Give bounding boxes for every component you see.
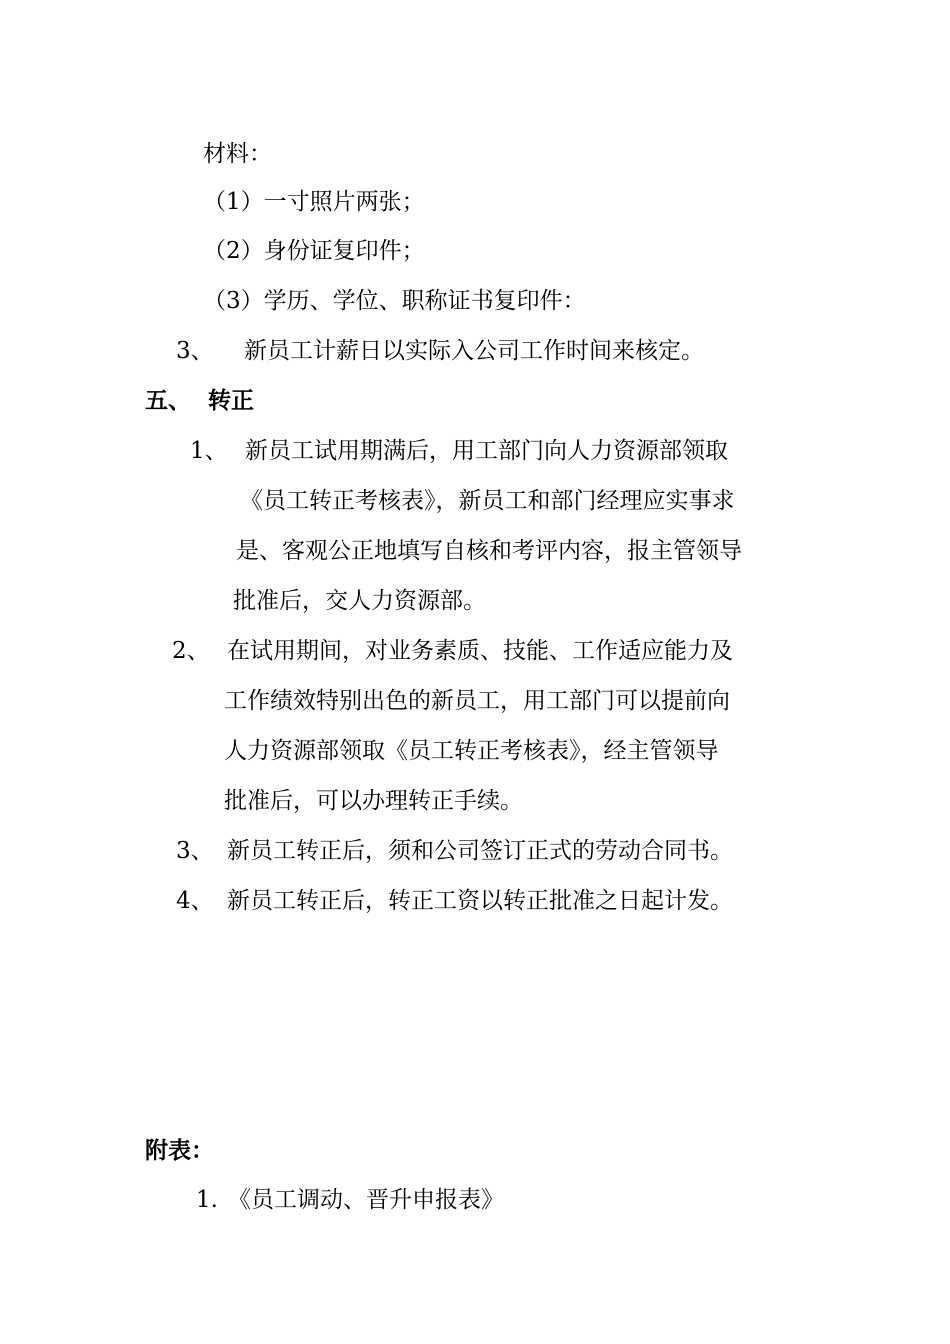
section5-item-1-line-3: 是、客观公正地填写自核和考评内容，报主管领导 — [236, 538, 742, 564]
section-number: 五、 — [145, 388, 191, 414]
section5-item-2-line-4: 批准后，可以办理转正手续。 — [224, 788, 523, 814]
section5-item-3-number: 3、 — [176, 838, 214, 864]
item-text: 新员工计薪日以实际入公司工作时间来核定。 — [244, 338, 704, 364]
materials-item-1: （1）一寸照片两张； — [203, 189, 425, 215]
section5-item-2-line-1: 在试用期间，对业务素质、技能、工作适应能力及 — [227, 638, 733, 664]
appendix-title: 附表： — [145, 1138, 214, 1164]
section5-item-2-line-2: 工作绩效特别出色的新员工，用工部门可以提前向 — [224, 688, 730, 714]
section5-item-1-line-2: 《员工转正考核表》，新员工和部门经理应实事求 — [240, 488, 735, 514]
section-title: 转正 — [208, 388, 254, 414]
materials-heading: 材料： — [203, 141, 272, 167]
materials-item-2: （2）身份证复印件； — [203, 238, 425, 264]
section5-item-1-line-1: 新员工试用期满后，用工部门向人力资源部领取 — [245, 438, 728, 464]
materials-item-3: （3）学历、学位、职称证书复印件： — [203, 288, 586, 314]
section5-item-4-line-1: 新员工转正后，转正工资以转正批准之日起计发。 — [227, 888, 733, 914]
section5-item-2-line-3: 人力资源部领取《员工转正考核表》，经主管领导 — [224, 738, 719, 764]
section5-item-1-line-4: 批准后，交人力资源部。 — [233, 588, 486, 614]
item-number: 3、 — [176, 338, 214, 364]
appendix-item-1-text: 《员工调动、晋升申报表》 — [228, 1187, 504, 1213]
section5-item-4-number: 4、 — [176, 888, 214, 914]
section5-item-1-number: 1、 — [190, 438, 228, 464]
appendix-item-1-number: 1. — [196, 1187, 218, 1213]
section5-item-3-line-1: 新员工转正后，须和公司签订正式的劳动合同书。 — [227, 838, 733, 864]
section5-item-2-number: 2、 — [172, 638, 210, 664]
